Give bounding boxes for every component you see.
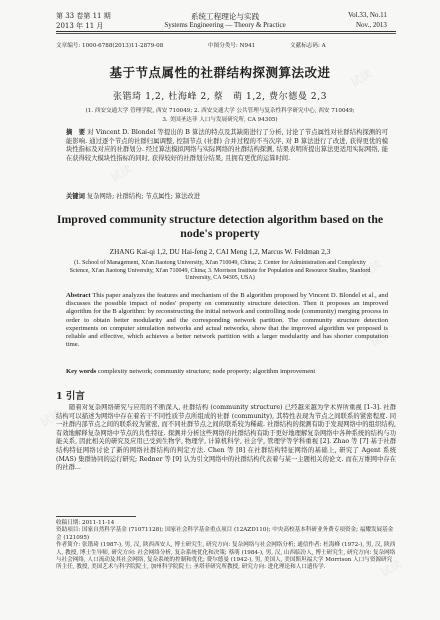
watermark: 试读 xyxy=(358,257,385,280)
journal-name-en: Systems Engineering — Theory & Practice xyxy=(164,21,286,29)
author-bio: 作者简介: 张锴琦 (1987-), 男, 汉, 陕西西安人, 博士研究生, 研究方向: 复杂网络与社会网络分析; 通信作者: 杜海峰 (1972-), 男, 汉, 陕西人, 教授, 博士生导师, 研究方向: 社会网络分析, 复杂系统优化和决策; 蔡萌 (1984-), 男, 汉, 山西临汾人, 博士研究生, 研究方向: 复杂网络与社会网络, 人口流动及其社会网络, 复杂系统的控制和优化; 费尔德曼 (1942-), 男, 美国人, 美国斯坦福大学 Morrison 人口与资源研究所主任, 教授, 美国艺术与科学院院士, 加州科学院院士; 圣塔菲研究所教授, 研究方向: 进化理论和人口遗传学. xyxy=(56,542,396,571)
abstract-zh xyxy=(66,129,388,163)
abstract-en-label: Abstract xyxy=(66,292,91,299)
watermark: 试读 xyxy=(368,327,395,350)
footnote xyxy=(56,520,396,572)
affiliation-en: (1. School of Management, Xi'an Jiaotong University, Xi'an 710049, China; 2. Center for Administration and Complexity Science, Xi'an Jiaotong University, Xi'an 710049, China; 3. Morrison Institute for Population and Resource Studies, Stanford University, CA 94305, USA) xyxy=(69,260,371,282)
header-volume-en: Vol.33, No.11 xyxy=(348,11,387,19)
article-number: 文章编号: 1000-6788(2013)11-2879-08 xyxy=(56,43,164,49)
header-rule xyxy=(56,31,396,32)
section-heading-introduction: 1 引言 xyxy=(56,391,85,402)
introduction-text: 随着对复杂网络研究与应用的不断深入, 社群结构 (community structure) 已经越来越为学术界所重视 [1-3]. 社群结构可以描述为网络中存在着若干不同性质节点所组成的社群 (community), 其特性表现为节点之间联系的紧密程度. 同一社群内部节点之间的联系较为紧密, 而不同社群节点之间的联系较为稀疏. 社群结构的探测有助于发现网络中的组织结构, 有效地解释复杂网络中节点的共性特征. 探测并分析这些网络的社群结构有助于更好地理解复杂网络中各种系统的结构与功能关系, 因此相关的研究及应用已受到生物学, 物理学, 计算机科学, 社会学, 管理学等学科重视 [2]. Zhao 等 [7] 基于社群结构特征网络讨论了新的网络社群结构的判定方法. Chen 等 [8] 在社群结构特征网络的基础上, 研究了 Agent 系统 (MAS) 集群协同的运行研究; Redner 等 [9] 认为引文网络中的社群结构代表着与某一主题相关的论文. 而在万维网中存在的社群... xyxy=(56,404,396,472)
watermark: 试读 xyxy=(108,162,135,185)
header-volume: 第 33 卷第 11 期 xyxy=(56,12,111,20)
received-date: 收稿日期: 2011-11-14 xyxy=(56,520,115,526)
header-date-en: Nov., 2013 xyxy=(356,21,387,29)
keywords-zh-label: 关键词 xyxy=(66,193,85,200)
affiliation-zh-line2: 3. 美国圣达菲 人口与发展研究所, CA 94305) xyxy=(162,117,278,123)
header-rule-thin xyxy=(56,33,396,34)
keywords-zh xyxy=(66,193,388,202)
paper-title-zh: 基于节点属性的社群结构探测算法改进 xyxy=(109,65,331,80)
paper-title-en xyxy=(40,212,400,240)
keywords-en-text: complexity network; community structure; node property; algorithm improvement xyxy=(97,368,316,375)
keywords-en xyxy=(66,368,388,376)
paper-title-en-line1: Improved community structure detection algorithm based on the xyxy=(56,212,384,226)
keywords-en-label: Key words xyxy=(66,368,97,375)
watermark: 试读 xyxy=(38,407,65,430)
paper-title-en-line2: node's property xyxy=(180,226,260,240)
authors-zh: 张锴琦 1,2, 杜海峰 2, 蔡 萌 1,2, 费尔德曼 2,3 xyxy=(112,92,328,102)
document-code: 文献标志码: A xyxy=(290,43,326,49)
abstract-zh-text: 对 Vincent D. Blondel 等提出的 B 算法的特点及其缺陷进行了分析, 讨论了节点属性对社群结构探测的可能影响. 通过逐个节点的社群归属调整, 控制节点 (社群) 合并过程的不当次序, 对 B 算法进行了改进, 获得更优的模块性指标及对应的社群划分. 经过算法模拟网络与实际网络的社群结构探测, 结果表明所提出算法更适用实际网络, 能在获得较大模块性指标的同时, 获得较好的社群划分结果, 且拥有更优的运算时间. xyxy=(66,129,388,162)
abstract-zh-label: 摘 要 xyxy=(66,129,86,136)
funding-note: 资助项目: 国家自然科学基金 (71071128); 国家社会科学基金重点项目 (12AZD110); 中央高校基本科研业务费专项资金; 福耀发展基金会 (121095) xyxy=(56,527,394,541)
keywords-zh-text: 复杂网络; 社群结构; 节点属性; 算法改进 xyxy=(86,193,201,200)
abstract-en-text: This paper analyzes the features and mechanism of the B algorithm proposed by Vincent D. Blondel et al., and discusses the possible impact of nodes' property on community structure detection. Then it proposes an improved algorithm for the B algorithm: by reconstructing the initial network and controlling node (community) merging process in order to obtain better modularity and the corresponding network partition. The community structure detection experiments on computer simulation networks and actual networks, show that the improved algorithm we proposed is reliable and effective, which achieves a better network partition with a larger modularity and has shorter computation time. xyxy=(66,292,388,349)
authors-en: ZHANG Kai-qi 1,2, DU Hai-feng 2, CAI Meng 1,2, Marcus W. Feldman 2,3 xyxy=(109,248,331,256)
header-date: 2013 年 11 月 xyxy=(56,22,104,30)
journal-name-zh: 系统工程理论与实践 xyxy=(190,12,260,21)
clc-number: 中图分类号: N941 xyxy=(208,43,256,49)
abstract-en xyxy=(66,292,388,349)
footnote-rule xyxy=(56,516,136,517)
watermark: 试读 xyxy=(378,557,405,580)
affiliation-zh-line1: (1. 西安交通大学 管理学院, 西安 710049; 2. 西安交通大学 公共管理与复杂性科学研究中心, 西安 710049; xyxy=(85,108,355,114)
watermark: 试读 xyxy=(348,67,375,90)
